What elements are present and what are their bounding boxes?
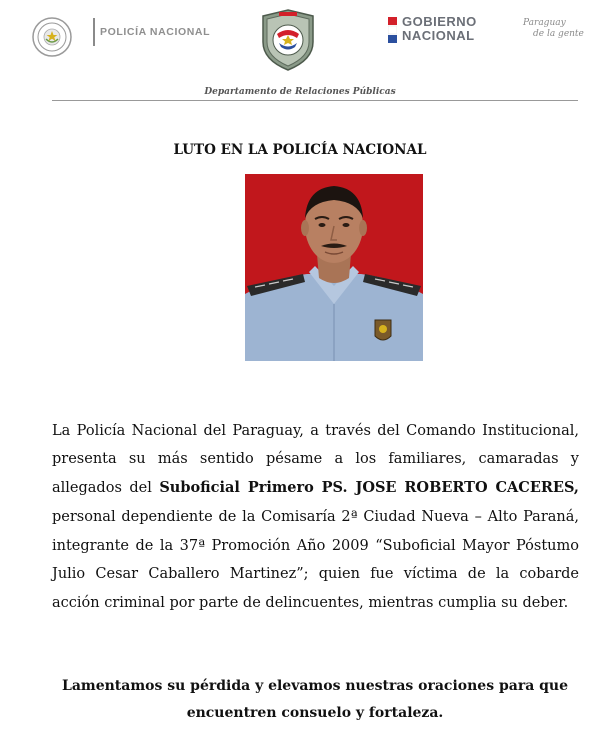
slogan-line2: de la gente: [533, 29, 584, 39]
paragraph-part2: personal dependiente de la Comisaría 2ª Ciudad Nueva – Alto Paraná, integrante de la 37ª Promoción Año 2009 “Suboficial Mayor Póstumo Julio Cesar Caballero Martinez”; quien fue víctima de la cobarde acción criminal por parte de delincuentes, mientras cumplia su deber.: [52, 508, 579, 612]
gobierno-line1: GOBIERNO: [402, 14, 477, 29]
gobierno-nacional-text: [402, 15, 477, 43]
header-rule: [52, 100, 578, 101]
officer-photo: [245, 174, 423, 361]
header-divider: [93, 18, 95, 46]
gobierno-line2: NACIONAL: [402, 28, 475, 43]
closing-message: Lamentamos su pérdida y elevamos nuestras oraciones para que encuentren consuelo y fortaleza.: [61, 678, 569, 721]
national-seal-icon: [32, 17, 72, 57]
notice-paragraph: [52, 417, 579, 619]
officer-name: Suboficial Primero PS. JOSE ROBERTO CACERES,: [159, 479, 579, 497]
paragraph-part1: La Policía Nacional del Paraguay, a través del Comando Institucional, presenta su más sentido pésame a los familiares, camaradas y allegados del: [52, 422, 579, 497]
department-name: Departamento de Relaciones Públicas: [204, 87, 396, 97]
officer-portrait: [245, 174, 423, 361]
notice-title: LUTO EN LA POLICÍA NACIONAL: [173, 142, 427, 158]
slogan: [523, 18, 584, 40]
slogan-line1: Paraguay: [523, 18, 566, 28]
letterhead: [0, 0, 600, 100]
org-name: POLICÍA NACIONAL: [100, 26, 211, 38]
police-badge-icon: [259, 8, 317, 72]
gobierno-nacional-icon: [388, 17, 397, 43]
